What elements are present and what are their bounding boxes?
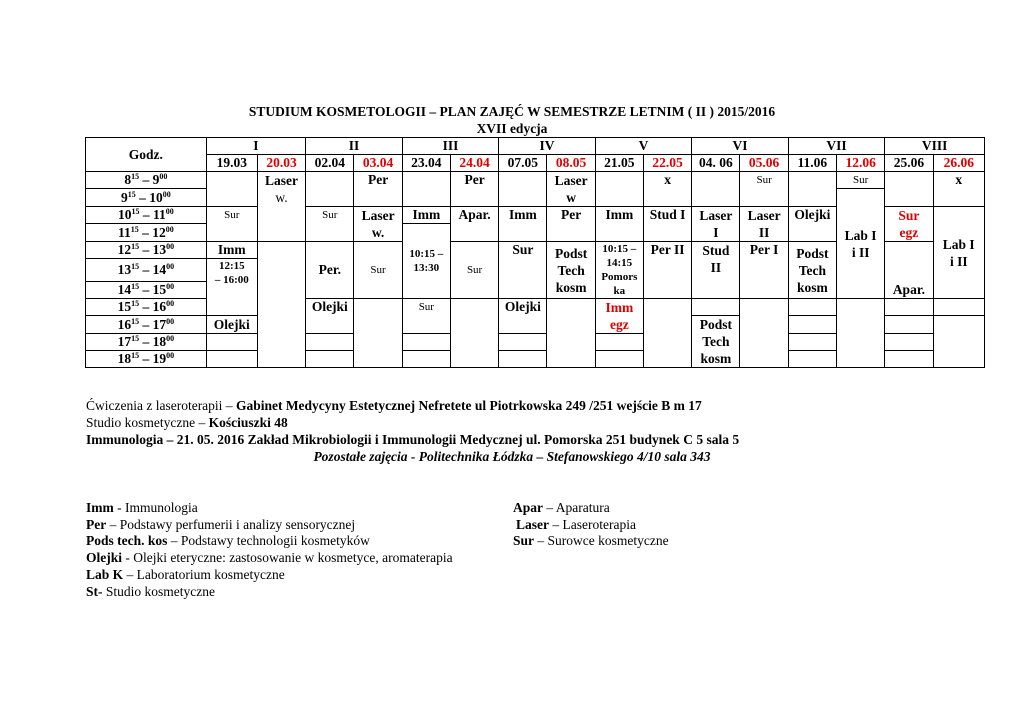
class-cell (885, 316, 933, 334)
class-cell: Per (450, 172, 498, 207)
class-cell (499, 172, 547, 207)
legend-item: Pods tech. kos – Podstawy technologii kosmetyków (86, 533, 370, 548)
legend-item: Imm - Immunologia (86, 500, 198, 515)
schedule-table (85, 137, 985, 368)
session-header-row (86, 138, 985, 155)
class-cell (206, 351, 257, 368)
legend-item: Apar – Aparatura (513, 500, 610, 515)
hour-label: $14^{15} - 15^{00}$ (86, 282, 207, 299)
date-cell: 08.05 (547, 155, 595, 172)
date-cell: 12.06 (837, 155, 885, 172)
class-cell (306, 172, 354, 207)
date-cell: 11.06 (788, 155, 836, 172)
class-cell (740, 299, 788, 368)
class-cell (885, 172, 933, 207)
class-cell (499, 351, 547, 368)
session-header: II (306, 138, 403, 155)
class-cell: Per II (643, 242, 691, 299)
class-cell: x (933, 172, 984, 207)
date-cell: 22.05 (643, 155, 691, 172)
date-cell: 23.04 (402, 155, 450, 172)
class-cell (837, 299, 885, 368)
hour-label: $11^{15} - 12^{00}$ (86, 224, 207, 242)
hours-column-header: Godz. (86, 138, 207, 172)
session-header: I (206, 138, 306, 155)
class-cell (933, 316, 984, 368)
hour-label: $16^{15} - 17^{00}$ (86, 316, 207, 334)
date-cell: 19.03 (206, 155, 257, 172)
date-cell: 03.04 (354, 155, 402, 172)
page-title: STUDIUM KOSMETOLOGII – PLAN ZAJĘĆ W SEMESTRZE LETNIM ( II ) 2015/2016 (248, 104, 776, 119)
class-cell: Olejki (206, 316, 257, 334)
class-cell: Laser I (692, 207, 740, 242)
class-cell: Sur (450, 242, 498, 299)
session-header: VIII (885, 138, 985, 155)
class-cell: Per I (740, 242, 788, 299)
class-cell: Apar. (450, 207, 498, 242)
class-cell (692, 172, 740, 207)
session-header: III (402, 138, 499, 155)
class-cell (402, 334, 450, 351)
class-cell: Laser w. (257, 172, 305, 242)
session-header: IV (499, 138, 596, 155)
class-cell: Podst Tech kosm (788, 242, 836, 299)
hour-label: $10^{15} - 11^{00}$ (86, 207, 207, 224)
class-cell: Laser II (740, 207, 788, 242)
class-cell: Sur (402, 299, 450, 334)
class-cell (933, 299, 984, 316)
class-cell: Lab I i II (933, 207, 984, 299)
class-cell (788, 316, 836, 334)
class-cell: Apar. (885, 242, 933, 299)
class-cell: Olejki (306, 299, 354, 334)
hour-label: $8^{15} - 9^{00}$ (86, 172, 207, 189)
class-cell: x (643, 172, 691, 207)
date-header-row (86, 155, 985, 172)
date-cell: 05.06 (740, 155, 788, 172)
hour-label: $9^{15} - 10^{00}$ (86, 189, 207, 207)
class-cell (402, 172, 450, 207)
hour-label: $13^{15} - 14^{00}$ (86, 259, 207, 282)
legend-item: Lab K – Laboratorium kosmetyczne (86, 567, 285, 582)
immunology-location-line: Immunologia – 21. 05. 2016 Zakład Mikrobiologii i Immunologii Medycznej ul. Pomorska 251 budynek C 5 sala 5 (86, 432, 740, 447)
class-cell: Podst Tech kosm (547, 242, 595, 299)
date-cell: 24.04 (450, 155, 498, 172)
class-cell (595, 172, 643, 207)
date-cell: 02.04 (306, 155, 354, 172)
class-cell: Olejki (788, 207, 836, 242)
class-cell (306, 334, 354, 351)
date-cell: 07.05 (499, 155, 547, 172)
date-cell: 25.06 (885, 155, 933, 172)
class-cell: Podst Tech kosm (692, 316, 740, 368)
class-cell: Imm (499, 207, 547, 242)
class-cell (547, 299, 595, 368)
class-cell: Laser w (547, 172, 595, 207)
class-cell (499, 334, 547, 351)
legend-item: Per – Podstawy perfumerii i analizy sensorycznej (86, 517, 356, 532)
class-cell: Sur (837, 172, 885, 189)
class-cell (788, 299, 836, 316)
legend-item: St- Studio kosmetyczne (86, 584, 215, 599)
class-cell (450, 299, 498, 368)
class-cell (595, 334, 643, 351)
hour-label: $12^{15} - 13^{00}$ (86, 242, 207, 259)
date-cell: 04. 06 (692, 155, 740, 172)
class-cell: Imm (206, 242, 257, 259)
class-cell: Sur (306, 207, 354, 242)
class-cell (885, 334, 933, 351)
class-cell: Sur (354, 242, 402, 299)
session-header: VI (692, 138, 789, 155)
class-cell: 10:15 – 14:15 Pomors ka (595, 242, 643, 299)
other-classes-location-line: Pozostałe zajęcia - Politechnika Łódzka – Stefanowskiego 4/10 sala 343 (313, 449, 711, 464)
class-cell: Stud II (692, 242, 740, 299)
class-cell: Sur egz (885, 207, 933, 242)
class-cell: Sur (206, 207, 257, 242)
legend-item: Olejki - Olejki eteryczne: zastosowanie w kosmetyce, aromaterapia (86, 550, 453, 565)
class-cell (306, 351, 354, 368)
date-cell: 20.03 (257, 155, 305, 172)
class-cell: Per (354, 172, 402, 207)
class-cell (788, 351, 836, 368)
class-cell: Imm egz (595, 299, 643, 334)
studio-location-line: Studio kosmetyczne – Kościuszki 48 (86, 415, 288, 430)
class-cell: Laser w. (354, 207, 402, 242)
date-cell: 26.06 (933, 155, 984, 172)
class-cell (788, 334, 836, 351)
hour-label: $18^{15} - 19^{00}$ (86, 351, 207, 368)
class-cell: Imm (402, 207, 450, 224)
session-header: V (595, 138, 692, 155)
date-cell: 21.05 (595, 155, 643, 172)
class-cell (885, 299, 933, 316)
class-cell (402, 351, 450, 368)
class-cell (595, 351, 643, 368)
class-cell (788, 172, 836, 207)
time-slot-row (86, 172, 985, 189)
class-cell (354, 299, 402, 368)
class-cell (206, 172, 257, 207)
hour-label: $17^{15} - 18^{00}$ (86, 334, 207, 351)
class-cell (206, 334, 257, 351)
class-cell: Per. (306, 242, 354, 299)
legend-item: Sur – Surowce kosmetyczne (513, 533, 669, 548)
class-cell (257, 242, 305, 368)
class-cell: Lab I i II (837, 189, 885, 299)
edition-label: XVII edycja (476, 121, 548, 136)
class-cell: 10:15 – 13:30 (402, 224, 450, 299)
class-cell: Imm (595, 207, 643, 242)
class-cell (885, 351, 933, 368)
class-cell: Olejki (499, 299, 547, 334)
class-cell (692, 299, 740, 316)
laser-location-line: Ćwiczenia z laseroterapii – Gabinet Medycyny Estetycznej Nefretete ul Piotrkowska 249 /251 wejście B m 17 (86, 398, 702, 413)
class-cell: Sur (499, 242, 547, 299)
hour-label: $15^{15} - 16^{00}$ (86, 299, 207, 316)
class-cell: Sur (740, 172, 788, 207)
class-cell: 12:15 – 16:00 (206, 259, 257, 316)
session-header: VII (788, 138, 885, 155)
class-cell: Per (547, 207, 595, 242)
class-cell (643, 299, 691, 368)
class-cell: Stud I (643, 207, 691, 242)
legend-item: Laser – Laseroterapia (516, 517, 636, 532)
